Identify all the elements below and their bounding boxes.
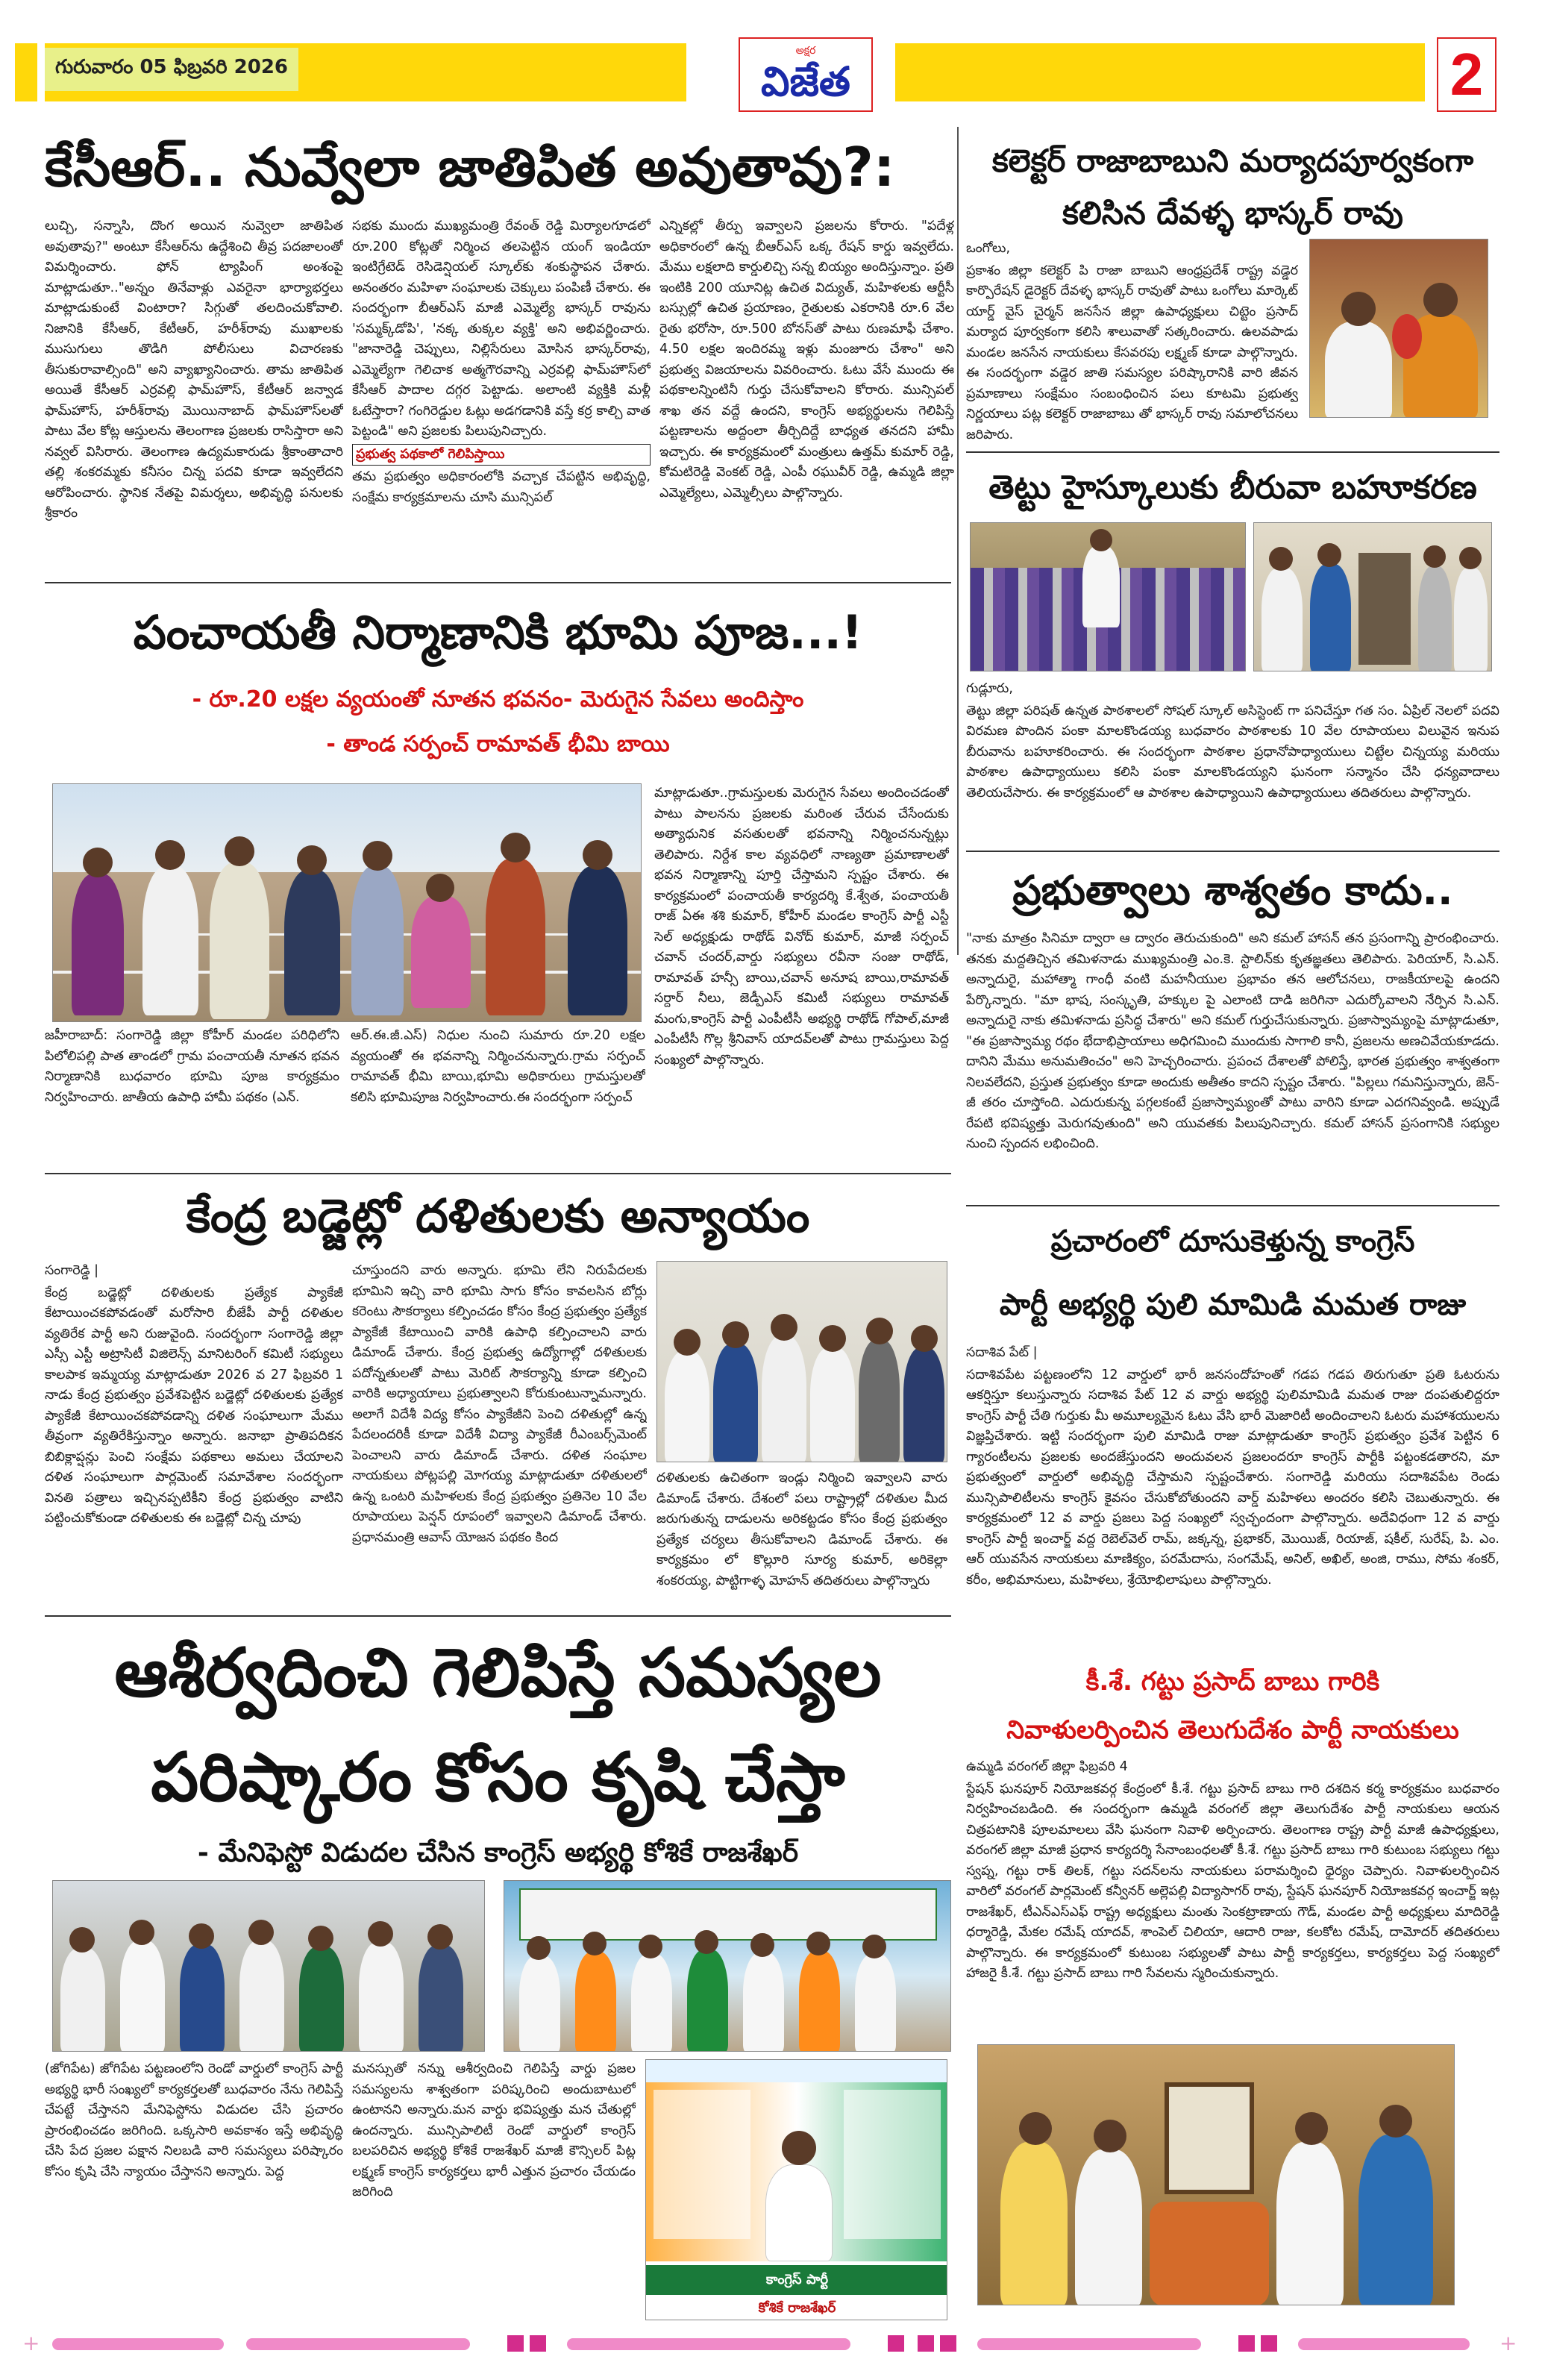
panchayat-caption-2: ఆర్.ఈ.జీ.ఎస్) నిధుల నుంచి సుమారు రూ.20 లక్షల వ్యయంతో ఈ భవనాన్ని నిర్మించనున్నారు.గ్రామ సర్పంచ్ రామావత్ భీమి బాయి,భూమి అధికారులు గ్రామస్తులతో కలిసి భూమిపూజ నిర్వహించారు.ఈ సందర్భంగా సర్పంచ్ <box>351 1028 645 1105</box>
collector-dateline: ఒంగోలు, <box>966 241 1011 256</box>
divider <box>45 1615 951 1617</box>
mamatha-dateline: సదాశివ పేట్ | <box>966 1345 1038 1360</box>
issue-date: గురువారం 05 ఫిబ్రవరి 2026 <box>45 48 298 91</box>
budget-col-1-text: కేంద్ర బడ్జెట్లో దళితులకు ప్రత్యేక ప్యాకేజీ కేటాయించకపోవడంతో మరోసారి బీజేపీ పార్టీ దళితుల వ్యతిరేక పార్టీ అని రుజువైంది. సందర్భంగా సంగారెడ్డి జిల్లా ఎస్సీ ఎస్టీ అట్రాసిటీ విజిలెన్స్ మానిటరింగ్ కమిటీ సభ్యులు కాలపాక ఇమ్మయ్య మాట్లాడుతూ 2026 వ 27 ఫిబ్రవరి 1 నాడు కేంద్ర ప్రభుత్వం ప్రవేశపెట్టిన బడ్జెట్లో దళితులకు ప్రత్యేక ప్యాకేజీ కేటాయించకపోవడాన్ని దళిత సంఘాలుగా మేము తీవ్రంగా వ్యతిరేకిస్తున్నాం అన్నారు. జనాభా ప్రాతిపదికన బిబిక్లాప్షన్లు పెంచి సంక్షేమ పథకాలు అమలు చేయాలని దళిత సంఘాలుగా పార్లమెంట్ సమావేశాల సందర్భంగా వినతి పత్రాలు ఇచ్చినప్పటికీని కేంద్ర ప్రభుత్వం వాటిని పట్టించుకోకుండా దళితులకు ఈ బడ్జెట్లో చిన్న చూపు <box>45 1285 343 1526</box>
panchayat-caption-text: జహీరాబాద్: సంగారెడ్డి జిల్లా కోహీర్ మండల పరిధిలోని పిలోలిపల్లి పాత తాండలో గ్రామ పంచాయతీ నూతన భవన నిర్మాణానికి బుధవారం భూమి పూజ కార్యక్రమం నిర్వహించారు. జాతీయ ఉపాధి హామీ పథకం (ఎన్. <box>45 1028 339 1105</box>
tdp-headline-1: కీ.శే. గట్టు ప్రసాద్ బాబు గారికి <box>1085 1667 1380 1697</box>
tdp-body <box>966 1757 1499 2037</box>
tdp-text: స్టేషన్ ఘనపూర్ నియోజకవర్గ కేంద్రంలో కీ.శే. గట్టు ప్రసాద్ బాబు గారి దశదిన కర్మ కార్యక్రమం బుధవారం నిర్వహించబడింది. ఈ సందర్భంగా ఉమ్మడి వరంగల్ జిల్లా తెలుగుదేశం పార్టీ నాయకులు ఆయన చిత్రపటానికి పూలమాలలు వేసి ఘనంగా నివాళి అర్పించారు. తెలంగాణ రాష్ట్ర పార్టీ మాజీ ఉపాధ్యక్షులు, వరంగల్ జిల్లా మాజీ ప్రధాన కార్యదర్శి సేనాంబంధలతో కీ.శే. గట్టు ప్రసాద్ బాబు గారి కుటుంబ సభ్యులు గట్టు స్వప్న, గట్టు రాక్ తిలక్, గట్టు సదన్‌లను నాయకులు పరామర్శించి ధైర్యం చెప్పారు. నివాళులర్పించిన వారిలో వరంగల్ పార్లమెంట్ కన్వీనర్ అల్లెపల్లి విద్యాసాగర్ రావు, స్టేషన్ ఘనపూర్ నియోజకవర్గ ఇంచార్జ్ ఇట్ల రాజశేఖర్, టీఎన్ఎస్ఎఫ్ రాష్ట్ర అధ్యక్షులు మంతు సెంకట్రాణాయ గౌడ్, మండల పార్టీ అధ్యక్షులు మాదిరెడ్డి ధర్మారెడ్డి, మేకల రమేష్ యాదవ్, శాంపెల్ చిలియా, ఆదారి రాజు, కలకోట రమేష్, దామోదర్ తదితరులు పాల్గొన్నారు. ఈ కార్యక్రమంలో కుటుంబ సభ్యులతో పాటు పార్టీ కార్యకర్తలు, కార్యకర్తలు పెద్ద సంఖ్యలో హాజరై కీ.శే. గట్టు ప్రసాద్ బాబు గారి సేవలను స్మరించుకున్నారు. <box>966 1781 1499 1981</box>
kcr-col-2-tail: తమ ప్రభుత్వం అధికారంలోకి వచ్చాక చేపట్టిన అభివృద్ధి, సంక్షేమ కార్యక్రమాలను చూసి మున్సిపల్ <box>352 469 651 505</box>
kcr-subhead-box: ప్రభుత్వ పథకాలో గెలిపిస్తాయి <box>352 444 651 466</box>
kcr-col-2-text: సభకు ముందు ముఖ్యమంత్రి రేవంత్ రెడ్డి మిర్యాలగూడలో రూ.200 కోట్లతో నిర్మించ తలపెట్టిన యంగ్ ఇండియా ఇంటిగ్రేటెడ్ రెసిడెన్షియల్ స్కూల్‌కు శంకుస్థాపన చేశారు. అనంతరం మహిళా సంఘాలకు చెక్కులు పంపిణీ చేశారు. ఈ సందర్భంగా బీఆర్ఎస్ మాజీ ఎమ్మెల్యే భాస్కర్ రావును 'సమ్మక్క్‌డోపి', 'నక్క తుక్కల వ్యక్తి' అని అభివర్ణించారు. "జానారెడ్డి చెప్పులు, నిల్లిసేరులు మోసిన భాస్కర్‌రావు, ఎమ్మెల్యేగా గెలిచాక అత్మగౌరవాన్ని ఎర్రవల్లి ఫామ్‌హౌస్‌లో కేసీఆర్ పాదాల దగ్గర పెట్టాడు. అలాంటి వ్యక్తికి మళ్లీ ఓటేస్తారా? గంగిరెడ్డుల ఓట్లు అడగడానికి వస్తే కర్ర కాల్చి వాత పెట్టండి" అని ప్రజలకు పిలుపునిచ్చారు. <box>352 219 651 439</box>
star-icon: + <box>22 2331 40 2355</box>
dalit-leaders-photo <box>656 1261 947 1462</box>
kcr-headline: కేసీఆర్.. నువ్వేలా జాతిపిత అవుతావు?: <box>45 136 895 198</box>
almirah-text: తెట్టు జిల్లా పరిషత్ ఉన్నత పాఠశాలలో సోషల్ స్కూల్ అసిస్టెంట్ గా పనిచేస్తూ గత సం. ఏప్రిల్ నెలలో పదవి విరమణ పొందిన పంకా మాలకొండయ్య బుధవారం పాఠశాలకు 10 వేల రూపాయలు విలువైన ఇనుప బీరువాను బహూకరించారు. ఈ సందర్భంగా పాఠశాల ప్రధానోపాధ్యాయులు చిట్టేల చిన్నయ్య మరియు పాఠశాల ఉపాధ్యాయులు కలిసి పంకా మాలకొండయ్యని ఘనంగా సన్మానం చేసి ధన్యవాదాలు తెలియచేసారు. ఈ కార్యక్రమంలో ఆ పాఠశాల ఉపాధ్యాయిని ఉపాధ్యాయులు తదితరులు పాల్గొన్నారు. <box>966 703 1499 801</box>
collector-text: ప్రకాశం జిల్లా కలెక్టర్ పి రాజా బాబుని ఆంధ్రప్రదేశ్ రాష్ట్ర వడ్డెర కార్పొరేషన్ డైరెక్టర్ దేవళ్ళ భాస్కర్ రావుతో పాటు ఒంగోలు మార్కెట్ యార్డ్ వైస్ చైర్మన్ జనసేన జిల్లా ఉపాధ్యక్షులు చిట్టెం ప్రసాద్ మర్యాద పూర్వకంగా కలిసి శాలువాతో సత్కరించారు. ఉలవపాడు మండల జనసేన నాయకులు కేసవరపు లక్ష్మణ్ కూడా పాల్గొన్నారు. ఈ సందర్భంగా వడ్డెర జాతి సమస్యల పరిష్కారానికి వారి జీవన ప్రమాణాలు సంక్షేమం సంబంధించిన పలు కూటమి ప్రభుత్వ నిర్ణయాలు పట్ల కలెక్టర్ రాజాబాబు తో భాస్కర్ రావు సమాలోచనలు జరిపారు. <box>966 263 1298 442</box>
koshike-col-1: (జోగిపేట) జోగిపేట పట్టణంలోని రెండో వార్డులో కాంగ్రెస్ పార్టీ అభ్యర్థి భారీ సంఖ్యలో కార్యకర్తలతో బుధవారం నేను గెలిపిస్తే చేపట్టే చేస్తానని మేనిఫెస్టోను విడుదల చేసి ప్రచారం ప్రారంభించడం జరిగింది. ఒక్కసారి అవకాశం ఇస్తే అభివృద్ధి చేసి పేద ప్రజల పక్షాన నిలబడి వారి సమస్యలు పరిష్కారం కోసం కృషి చేసి న్యాయం చేస్తానని అన్నారు. పెద్ద <box>45 2061 343 2179</box>
governments-headline: ప్రభుత్వాలు శాశ్వతం కాదు.. <box>1012 867 1453 914</box>
almirah-body <box>966 679 1499 847</box>
almirah-dateline: గుడ్లూరు, <box>966 681 1013 696</box>
masthead-bar-left <box>15 43 37 101</box>
budget-dateline: సంగారెడ్డి | <box>45 1263 99 1278</box>
governments-body: "నాకు మాత్రం సినిమా ద్వారా ఆ ద్వారం తెరుచుకుంది" అని కమల్ హాసన్ తన ప్రసంగాన్ని ప్రారంభించారు. తనకు మద్దతిచ్చిన తమిళనాడు ముఖ్యమంత్రి ఎం.కె. స్టాలిన్‌కు కృతజ్ఞతలు తెలిపారు. పెరియార్, సి.ఎన్. అన్నాదురై, మహాత్మా గాంధీ వంటి మహనీయుల ప్రభావం తన ఆలోచనలు, రాజకీయాలపై ఉందని పేర్కొన్నారు. "మా భాష, సంస్కృతి, హక్కుల పై ఎలాంటి దాడి జరిగినా ఎదుర్కోవాలని నేర్పిన సి.ఎన్. అన్నాదురై నాకు తమిళనాడు ప్రసిద్ధ చేశారు" అని కమల్ గుర్తుచేసుకున్నారు. ప్రజాస్వామ్యంపై మాట్లాడుతూ, "ఈ ప్రజాస్వామ్య రథం భేదాభిప్రాయాలు అధిగమించి ముందుకు సాగాలి కానీ, ప్రజలను అణచివేయకూడదు. దానిని మేము అనుమతించం" అని హెచ్చరించారు. ప్రపంచ దేశాలతో పోలిస్తే, భారత ప్రభుత్వం శాశ్వతంగా నిలవలేదని, ప్రస్తుత ప్రభుత్వం కూడా అందుకు అతీతం కాదని స్పష్టం చేశారు. "పిల్లలు గమనిస్తున్నారు, జెన్-జీ తరం చూస్తోంది. ఎదురుకున్న పగ్గలకంటే ప్రజాస్వామ్యంతో పాటు వారిని కూడా ఎదగనివ్వండి. అప్పుడే రేపటి భవిష్యత్తు మెరుగవుతుంది" అని యువతకు పిలుపునిచ్చారు. కమల్ హాసన్ ప్రసంగానికి సభ్యుల నుంచి స్పందన లభించింది. <box>966 931 1499 1151</box>
kcr-col-1: లుచ్చి, సన్నాసి, దొంగ అయిన నువ్వెలా జాతిపిత అవుతావు?" అంటూ కేసీఆర్‌ను ఉద్దేశించి తీవ్ర పదజాలంతో విమర్శించారు. ఫోన్ ట్యాపింగ్ అంశంపై మాట్లాడుతూ.."అన్నం తినేవాళ్లు ఎవరైనా భార్యాభర్తలు మాట్లాడుకుంటే వింటారా? సిగ్గుతో తలదించుకోవాలి. నిజానికి కేసీఆర్, కేటీఆర్, హరీశ్‌రావు ముఖాలకు ముసుగులు తొడిగి పోలీసులు విచారణకు తీసుకురావాల్సింది" అని వ్యాఖ్యానించారు. తామ జాతిపిత అయితే కేసీఆర్ ఎర్రవల్లి ఫామ్‌హౌస్, కేటీఆర్ జన్వాడ ఫామ్‌హౌస్, హరీశ్‌రావు మొయినాబాద్ ఫామ్‌హౌస్‌లతో పాటు వేల కోట్ల ఆస్తులను తెలంగాణ ప్రజలకు రాసిస్తారా అని నవ్వల్ విసిరారు. తెలంగాణ ఉద్యమకారుడు శ్రీకాంతాచారి తల్లి శంకరమ్మకు కనీసం చిన్న పదవి కూడా ఇవ్వలేదని ఆరోపించారు. స్థానిక నేతపై విమర్శలు, అభివృద్ధి పనులకు శ్రీకారం <box>45 219 343 521</box>
logo-text: విజేత <box>761 57 850 105</box>
column-divider <box>957 127 959 955</box>
masthead-bar-right <box>895 43 1425 101</box>
panchayat-headline: పంచాయతీ నిర్మాణానికి భూమి పూజ...! <box>133 605 863 660</box>
koshike-photo-1 <box>52 1880 485 2052</box>
collector-photo <box>1309 239 1488 418</box>
mamatha-headline-2: పార్టీ అభ్యర్థి పులి మామిడి మమత రాజు <box>999 1288 1467 1322</box>
panchayat-subhead-1: - రూ.20 లక్షల వ్యయంతో నూతన భవనం- మెరుగైన సేవలు అందిస్తాం <box>192 686 804 713</box>
collector-headline-2: కలిసిన దేవళ్ళ భాస్కర్ రావు <box>1062 195 1403 231</box>
page-number: 2 <box>1437 37 1496 112</box>
divider <box>45 582 951 583</box>
budget-headline: కేంద్ర బడ్జెట్లో దళితులకు అన్యాయం <box>186 1189 810 1243</box>
koshike-subhead: - మేనిఫెస్టో విడుదల చేసిన కాంగ్రెస్ అభ్యర్థి కోశికే రాజశేఖర్ <box>197 1838 799 1868</box>
almirah-headline: తెట్టు హైస్కూలుకు బీరువా బహూకరణ <box>988 469 1477 507</box>
mamatha-body <box>966 1343 1499 1656</box>
divider <box>966 1205 1499 1206</box>
koshike-photo-2 <box>504 1880 951 2052</box>
divider <box>45 1173 951 1174</box>
budget-col-3: దళితులకు ఉచితంగా ఇండ్లు నిర్మించి ఇవ్వాలని వారు డిమాండ్ చేశారు. దేశంలో పలు రాష్ట్రాల్లో దళితుల మీద జరుగుతున్న దాడులను అరికట్టడం కోసం కేంద్ర ప్రభుత్వం ప్రత్యేక చర్యలు తీసుకోవాలని డిమాండ్ చేశారు. ఈ కార్యక్రమం లో కొల్లూరి సూర్య కుమార్, అరికెల్లా శంకరయ్య, పొట్టిగాళ్ళ మోహన్ తదితరులు పాల్గొన్నారు <box>656 1471 947 1588</box>
bottom-decoration <box>0 2328 1542 2358</box>
tdp-headline-2: నివాళులర్పించిన తెలుగుదేశం పార్టీ నాయకులు <box>1006 1715 1459 1745</box>
divider <box>966 851 1499 852</box>
collector-headline-1: కలెక్టర్ రాజాబాబుని మర్యాదపూర్వకంగా <box>991 143 1474 179</box>
koshike-headline-2: పరిష్కారం కోసం కృషి చేస్తా <box>151 1738 845 1817</box>
panchayat-caption <box>45 1026 339 1168</box>
koshike-headline-1: ఆశీర్వదించి గెలిపిస్తే సమస్యల <box>114 1634 882 1712</box>
panchayat-subhead-2: - తాండ సర్పంచ్ రామావత్ భీమి బాయి <box>326 731 670 757</box>
mamatha-headline-1: ప్రచారంలో దూసుకెళ్తున్న కాంగ్రెస్ <box>1050 1224 1415 1259</box>
kcr-col-3: ఎన్నికల్లో తీర్పు ఇవ్వాలని ప్రజలను కోరారు. "పదేళ్ల అధికారంలో ఉన్న బీఆర్ఎస్ ఒక్క రేషన్ కార్డు ఇవ్వలేదు. మేము లక్షలాది కార్డులిచ్చి సన్న బియ్యం అందిస్తున్నాం. ప్రతి ఇంటికి 200 యూనిట్ల ఉచిత విద్యుత్, మహిళలకు ఆర్టీసీ బస్సుల్లో ఉచిత ప్రయాణం, రైతులకు ఎకరానికి రూ.6 వేల రైతు భరోసా, రూ.500 బోనస్‌తో పాటు రుణమాఫీ చేశాం. 4.50 లక్షల ఇందిరమ్మ ఇళ్లు మంజూరు చేశాం" అని ప్రభుత్వ విజయాలను వివరించారు. ఓటు వేసే ముందు ఈ పథకాలన్నింటినీ గుర్తు చేసుకోవాలని కోరారు. మున్సిపల్ శాఖ తన వద్దే ఉందని, కాంగ్రెస్ అభ్యర్థులను గెలిపిస్తే పట్టణాలను అద్దంలా తీర్చిదిద్దే బాధ్యత తనదని హామీ ఇచ్చారు. ఈ కార్యక్రమంలో మంత్రులు ఉత్తమ్ కుమార్ రెడ్డి, కోమటిరెడ్డి వెంకట్ రెడ్డి, ఎంపీ రఘువీర్ రెడ్డి, ఉమ్మడి జిల్లా ఎమ్మెల్యేలు, ఎమ్మెల్సీలు పాల్గొన్నారు. <box>659 219 954 501</box>
kcr-col-2 <box>352 216 651 574</box>
bhoomi-puja-photo <box>52 783 642 1022</box>
masthead <box>0 0 1542 112</box>
mamatha-text: సదాశివపేట పట్టణంలోని 12 వార్డులో భారీ జనసందోహంతో గడప గడప తిరుగుతూ ప్రతి ఓటరును ఆకర్షిస్తూ కలుస్తున్నారు సదాశివ పేట్ 12 వ వార్డు అభ్యర్థి పులిమామిడి మమత రాజు దంపతులిద్దరూ కాంగ్రెస్ పార్టీ చేతి గుర్తుకు మీ అమూల్యమైన ఓటు వేసి భారీ మెజారిటీ అందించాలని ఓటరు మహాశయులను విజ్ఞప్తిచేశారు. ఇట్టి సందర్భంగా పులి మామిడి రాజు మాట్లాడుతూ కాంగ్రెస్ ప్రభుత్వం ప్రవేశ పెట్టిన 6 గ్యారంటీలను ప్రజలకు అందజేస్తుందని అందువలన ప్రజలందరూ కాంగ్రెస్ పార్టీకి పట్టంకడతారని, మా ప్రభుత్వంలో వార్డులో అభివృద్ధి చేస్తామని స్పష్టంచేశారు. సంగారెడ్డి మరియు సదాశివపేట రెండు మున్సిపాలిటీలను కాంగ్రెస్ కైవసం చేసుకోబోతుందని వార్డ్ మహిళలు అందరం కలిసి చెబుతున్నారు. ఈ కార్యక్రమంలో 12 వ వార్డు ప్రజలు పెద్ద సంఖ్యలో స్వచ్ఛందంగా పాల్గొన్నారు. అదేవిధంగా 12 వ వార్డు కాంగ్రెస్ పార్టీ ఇంచార్జ్ వద్ద రెబెల్‌వెల్ రామ్, జక్కన్న, ప్రభాకర్, మొయిజ్, రియాజ్, షకీల్, సురేష్, పి. ఎం. ఆర్ యువసేన నాయకులు మాణిక్యం, పరమేదాసు, సంగమేష్, అనిల్, అఖిల్, అంజి, రాము, సోమ శంకర్, కరీం, అభిమానులు, మహిళలు, శ్రేయోభిలాషులు పాల్గొన్నారు. <box>966 1367 1499 1588</box>
school-students-photo <box>970 522 1246 671</box>
congress-poster <box>645 2059 947 2320</box>
divider <box>966 451 1499 453</box>
budget-col-1 <box>45 1261 343 1612</box>
poster-title: కాంగ్రెస్ పార్టీ <box>646 2265 947 2295</box>
star-icon: + <box>1499 2331 1517 2355</box>
logo-tagline: అక్షర <box>795 44 816 57</box>
panchayat-right-col: మాట్లాడుతూ..గ్రామస్తులకు మెరుగైన సేవలు అందించడంతో పాటు పాలనను ప్రజలకు మరింత చేరువ చేసేందుకు అత్యాధునిక వసతులతో భవనాన్ని నిర్మించనున్నట్లు తెలిపారు. నిర్దేశ కాల వ్యవధిలో నాణ్యతా ప్రమాణాలతో భవన నిర్మాణాన్ని పూర్తి చేస్తామని స్పష్టం చేశారు. ఈ కార్యక్రమంలో పంచాయతీ కార్యదర్శి కే.శ్వేత, పంచాయతీ రాజ్ ఏఈ శశి కుమార్, కోహీర్ మండల కాంగ్రెస్ పార్టీ ఎస్టీ సెల్ అధ్యక్షుడు రాథోడ్ వినోద్ కుమార్, మాజీ సర్పంచ్ చవాన్ చందర్,వార్డు సభ్యులు రవీనా సంజు రాథోడ్, రామావత్ హన్సీ బాయి,చవాన్ అనూష బాయి,రామావత్ సర్దార్ నీలు, జెడ్పీఎస్ కమిటీ సభ్యులు రామావత్ మంగు,కాంగ్రెస్ పార్టీ ఎంపీటీసీ అభ్యర్థి రాథోడ్ గోపాల్,మాజీ ఎంపీటీసీ గొల్ల శ్రీనివాస్ యాదవ్‌లతో పాటు గ్రామస్తులు పెద్ద సంఖ్యలో పాల్గొన్నారు. <box>654 786 949 1068</box>
newspaper-logo <box>739 37 873 112</box>
budget-col-2: చూస్తుందని వారు అన్నారు. భూమి లేని నిరుపేదలకు భూమిని ఇచ్చి వారి భూమి సాగు కోసం కావలసిన బోర్లు కరెంటు సౌకర్యాలు కల్పించడం కోసం కేంద్ర ప్రభుత్వం ప్రత్యేక ప్యాకేజీ కేటాయించి వారికి ఉపాధి కల్పించాలని వారు డిమాండ్ చేశారు. కేంద్ర ప్రభుత్వ ఉద్యోగాల్లో దళితులకు పదోన్నతులతో పాటు మెరిట్ సౌకర్యాన్ని కూడా కల్పించి వారికి అధ్యాయాలు ప్రభుత్వాలని కోరుకుంటున్నామన్నారు. అలాగే విదేశీ విద్య కోసం ప్యాకేజీని పెంచి దళితుల్లో ఉన్న పేదలందరికీ కూడా విదేశీ విద్యా ప్యాకేజీ రీఎంబర్స్‌మెంట్ పెంచాలని వారు డిమాండ్ చేశారు. దళిత సంఘాల నాయకులు పోట్లపల్లి మోగయ్య మాట్లాడుతూ దళితులలో ఉన్న ఒంటరి మహిళలకు కేంద్ర ప్రభుత్వం ప్రతినెల 10 వేల రూపాయలు పెన్షన్ రూపంలో ఇవ్వాలని డిమాండ్ చేశారు. ప్రధానమంత్రి ఆవాస్ యోజన పథకం కింద <box>352 1263 647 1545</box>
tdp-dateline: ఉమ్మడి వరంగల్ జిల్లా ఫిబ్రవరి 4 <box>966 1759 1128 1774</box>
almirah-photo <box>1253 522 1492 671</box>
tribute-photo <box>977 2044 1455 2305</box>
koshike-col-2: మనస్సుతో నన్ను ఆశీర్వదించి గెలిపిస్తే వార్డు ప్రజల సమస్యలను శాశ్వతంగా పరిష్కరించి అందుబాటులో ఉంటానని అన్నారు.మన వార్డు భవిష్యత్తు మన చేతుల్లో ఉందన్నారు. మున్సిపాలిటీ రెండో వార్డులో కాంగ్రెస్ బలపరిచిన అభ్యర్థి కోశికే రాజశేఖర్ మాజీ కౌన్సిలర్ పిట్ల లక్ష్మణ్ కాంగ్రెస్ కార్యకర్తలు భారీ ఎత్తున ప్రచారం చేయడం జరిగింది <box>352 2061 636 2199</box>
poster-name: కోశికే రాజశేఖర్ <box>758 2300 836 2316</box>
collector-body <box>966 239 1298 448</box>
